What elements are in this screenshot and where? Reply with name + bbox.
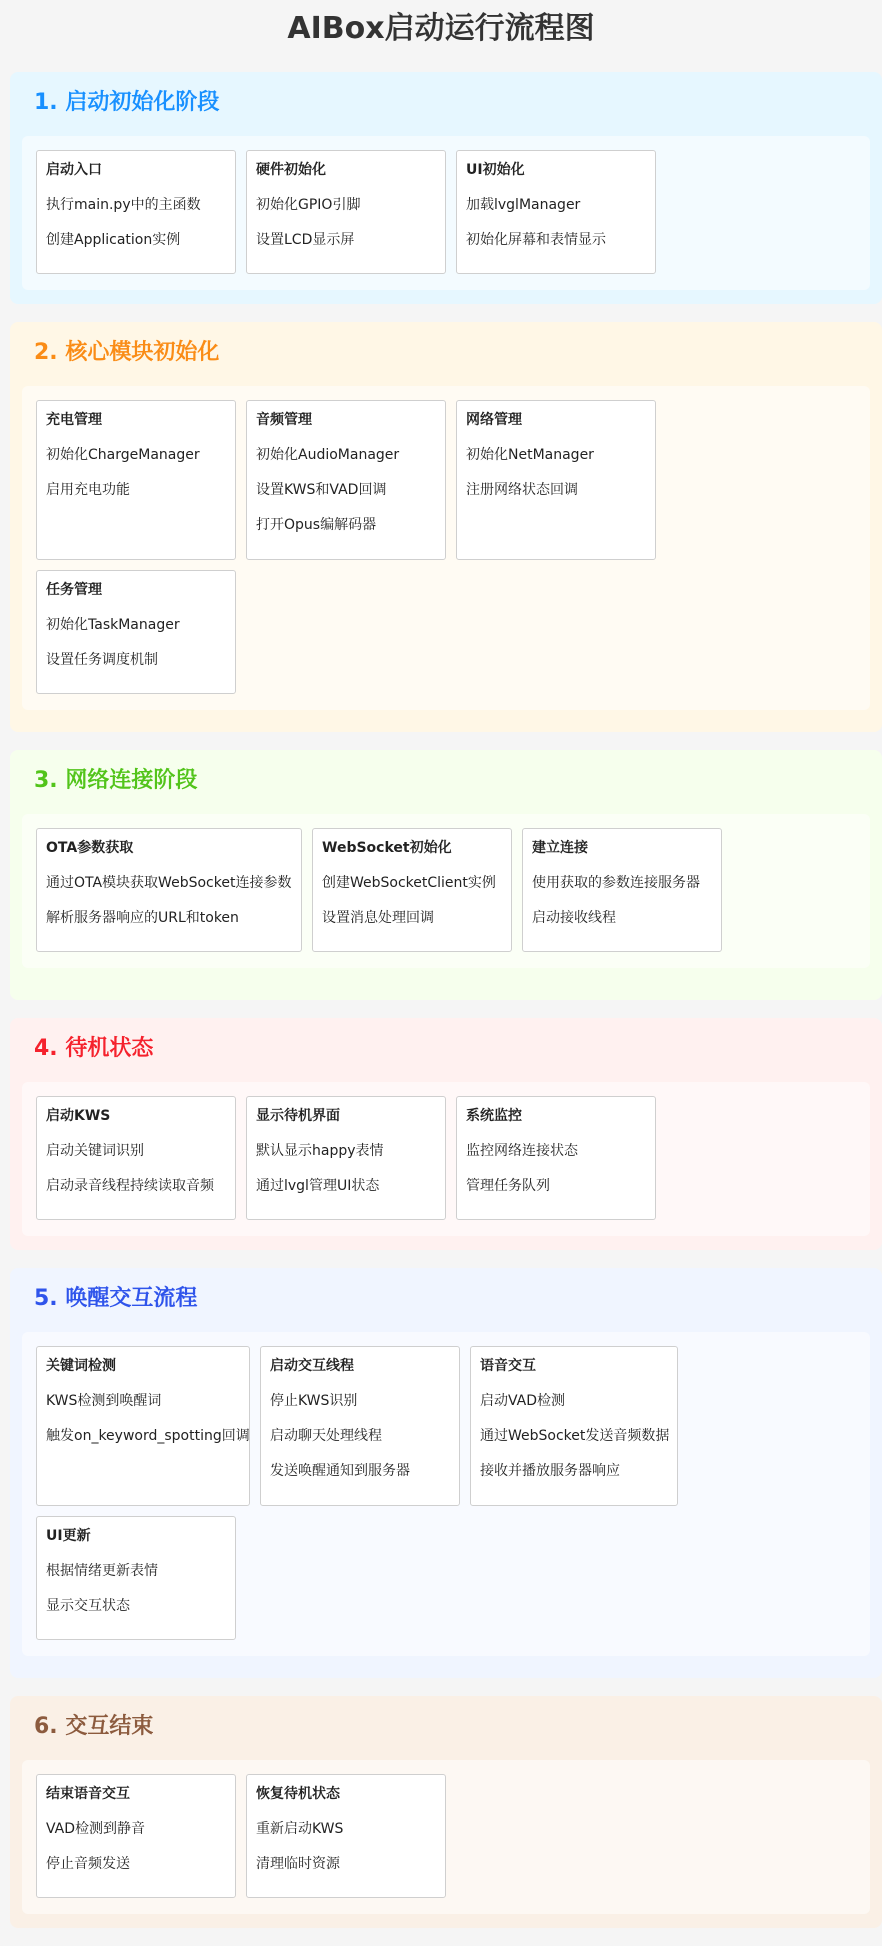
step-card bbox=[246, 1096, 446, 1220]
step-card-item: 解析服务器响应的URL和token bbox=[46, 910, 239, 926]
section-card-container bbox=[22, 1082, 870, 1236]
step-card-item: 设置消息处理回调 bbox=[322, 910, 434, 926]
step-card-item: 默认显示happy表情 bbox=[256, 1143, 384, 1159]
section-card-container bbox=[22, 1760, 870, 1914]
section-title: 3. 网络连接阶段 bbox=[34, 768, 198, 793]
step-card bbox=[456, 150, 656, 274]
step-card-item: 重新启动KWS bbox=[256, 1821, 344, 1837]
step-card-title: 关键词检测 bbox=[46, 1358, 116, 1374]
step-card-item: 停止音频发送 bbox=[46, 1856, 130, 1872]
step-card bbox=[456, 1096, 656, 1220]
step-card-item: 通过OTA模块获取WebSocket连接参数 bbox=[46, 875, 292, 891]
section-title: 1. 启动初始化阶段 bbox=[34, 90, 220, 115]
step-card-title: 显示待机界面 bbox=[256, 1108, 340, 1124]
section-title: 4. 待机状态 bbox=[34, 1036, 154, 1061]
step-card-item: 启动关键词识别 bbox=[46, 1143, 144, 1159]
step-card bbox=[456, 400, 656, 560]
step-card-item: 初始化ChargeManager bbox=[46, 447, 200, 463]
step-card-title: 硬件初始化 bbox=[256, 162, 326, 178]
step-card-item: 注册网络状态回调 bbox=[466, 482, 578, 498]
step-card bbox=[36, 1346, 250, 1506]
step-card-item: 清理临时资源 bbox=[256, 1856, 340, 1872]
step-card bbox=[36, 150, 236, 274]
step-card bbox=[36, 1516, 236, 1640]
step-card-item: 初始化屏幕和表情显示 bbox=[466, 232, 606, 248]
step-card-title: 结束语音交互 bbox=[46, 1786, 130, 1802]
step-card-item: 监控网络连接状态 bbox=[466, 1143, 578, 1159]
step-card-item: 加载lvglManager bbox=[466, 197, 581, 213]
step-card-title: UI初始化 bbox=[466, 162, 525, 178]
step-card-item: 设置任务调度机制 bbox=[46, 652, 158, 668]
step-card-item: 初始化NetManager bbox=[466, 447, 594, 463]
step-card-title: UI更新 bbox=[46, 1528, 91, 1544]
step-card-title: 启动交互线程 bbox=[270, 1358, 354, 1374]
step-card bbox=[36, 1774, 236, 1898]
step-card-title: 网络管理 bbox=[466, 412, 522, 428]
step-card bbox=[246, 1774, 446, 1898]
step-card-item: VAD检测到静音 bbox=[46, 1821, 146, 1837]
step-card-item: 初始化GPIO引脚 bbox=[256, 197, 361, 213]
step-card bbox=[36, 828, 302, 952]
step-card-item: 触发on_keyword_spotting回调 bbox=[46, 1428, 250, 1444]
step-card-item: 管理任务队列 bbox=[466, 1178, 550, 1194]
flow-sections bbox=[10, 72, 882, 1946]
step-card-title: 建立连接 bbox=[532, 840, 588, 856]
step-card bbox=[522, 828, 722, 952]
step-card bbox=[36, 570, 236, 694]
step-card-title: WebSocket初始化 bbox=[322, 840, 452, 856]
step-card-title: 语音交互 bbox=[480, 1358, 536, 1374]
step-card bbox=[246, 150, 446, 274]
step-card-title: OTA参数获取 bbox=[46, 840, 134, 856]
step-card-item: 创建Application实例 bbox=[46, 232, 181, 248]
step-card-title: 系统监控 bbox=[466, 1108, 522, 1124]
step-card-item: 通过lvgl管理UI状态 bbox=[256, 1178, 380, 1194]
step-card-item: 启动聊天处理线程 bbox=[270, 1428, 382, 1444]
step-card-title: 恢复待机状态 bbox=[256, 1786, 340, 1802]
step-card bbox=[470, 1346, 678, 1506]
step-card-item: KWS检测到唤醒词 bbox=[46, 1393, 162, 1409]
section-6 bbox=[10, 1696, 882, 1928]
step-card-item: 启动接收线程 bbox=[532, 910, 616, 926]
page-title: AIBox启动运行流程图 bbox=[287, 11, 595, 46]
step-card-item: 启动VAD检测 bbox=[480, 1393, 566, 1409]
section-1 bbox=[10, 72, 882, 304]
section-card-container bbox=[22, 1332, 870, 1656]
section-4 bbox=[10, 1018, 882, 1250]
step-card-item: 发送唤醒通知到服务器 bbox=[270, 1463, 410, 1479]
step-card-title: 充电管理 bbox=[46, 412, 102, 428]
section-card-container bbox=[22, 814, 870, 968]
step-card bbox=[36, 400, 236, 560]
section-5 bbox=[10, 1268, 882, 1678]
section-title: 5. 唤醒交互流程 bbox=[34, 1286, 198, 1311]
step-card-item: 接收并播放服务器响应 bbox=[480, 1463, 620, 1479]
step-card-item: 设置LCD显示屏 bbox=[256, 232, 355, 248]
step-card-item: 通过WebSocket发送音频数据 bbox=[480, 1428, 670, 1444]
section-2 bbox=[10, 322, 882, 732]
step-card-item: 设置KWS和VAD回调 bbox=[256, 482, 387, 498]
step-card-item: 初始化TaskManager bbox=[46, 617, 180, 633]
section-card-container bbox=[22, 136, 870, 290]
step-card-item: 创建WebSocketClient实例 bbox=[322, 875, 496, 891]
section-3 bbox=[10, 750, 882, 1000]
step-card-title: 启动入口 bbox=[46, 162, 102, 178]
step-card bbox=[260, 1346, 460, 1506]
step-card bbox=[246, 400, 446, 560]
section-title: 6. 交互结束 bbox=[34, 1714, 154, 1739]
step-card-item: 启动录音线程持续读取音频 bbox=[46, 1178, 214, 1194]
step-card bbox=[312, 828, 512, 952]
step-card-item: 打开Opus编解码器 bbox=[256, 517, 377, 533]
step-card-item: 使用获取的参数连接服务器 bbox=[532, 875, 700, 891]
step-card-item: 初始化AudioManager bbox=[256, 447, 400, 463]
step-card-item: 停止KWS识别 bbox=[270, 1393, 358, 1409]
step-card bbox=[36, 1096, 236, 1220]
step-card-item: 显示交互状态 bbox=[46, 1598, 130, 1614]
step-card-title: 启动KWS bbox=[46, 1108, 111, 1124]
step-card-item: 执行main.py中的主函数 bbox=[46, 197, 201, 213]
section-card-container bbox=[22, 386, 870, 710]
step-card-item: 启用充电功能 bbox=[46, 482, 130, 498]
step-card-item: 根据情绪更新表情 bbox=[46, 1563, 158, 1579]
section-title: 2. 核心模块初始化 bbox=[34, 340, 220, 365]
step-card-title: 音频管理 bbox=[256, 412, 312, 428]
step-card-title: 任务管理 bbox=[46, 582, 102, 598]
